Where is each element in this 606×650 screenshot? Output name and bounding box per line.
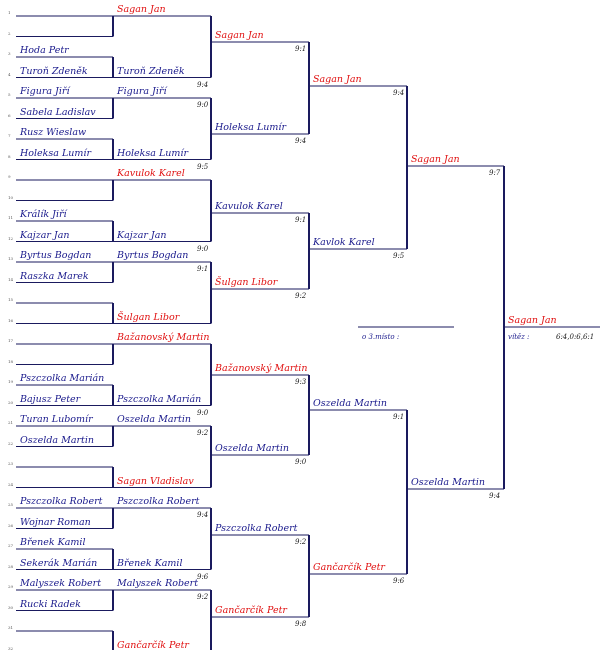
seed-number: 26 [8,522,14,528]
round3-winner-name: Sagan Jan [313,74,362,85]
round1-score: 9:2 [197,429,209,437]
seed-number: 30 [8,604,14,610]
round1-winner-name: Sagan Vladislav [117,475,194,487]
seed-number: 10 [8,194,14,200]
round3-score: 9:1 [393,413,405,421]
player-name: Sekerák Marián [20,557,98,569]
round1-winner-name: Šulgan Libor [117,311,180,323]
player-name: Oszelda Martin [20,434,95,446]
round2-winner-name: Gančarčík Petr [215,605,287,616]
round3-score: 9:4 [393,89,405,97]
seed-number: 24 [8,481,14,487]
round3-winner-name: Gančarčík Petr [313,562,385,573]
round1-winner-name: Gančarčík Petr [117,639,189,650]
champion-name: Sagan Jan [508,315,557,326]
semifinal-winner-name: Oszelda Martin [411,477,486,488]
player-name: Kajzar Jan [20,229,70,241]
seed-number: 21 [8,420,14,425]
round1-winner-name: Holeksa Lumír [117,147,188,159]
winner-label: vítěz : [508,333,530,341]
round3-score: 9:5 [393,252,405,260]
round2-winner-name: Bažanovský Martin [215,363,308,374]
seed-number: 29 [8,584,14,589]
seed-number: 16 [8,317,14,323]
round1-winner-name: Malyszek Robert [117,578,199,589]
seed-number: 11 [8,215,14,220]
round2-score: 9:1 [295,45,307,53]
round2-winner-name: Kavulok Karel [215,201,283,212]
round1-score: 9:4 [197,511,209,519]
round2-score: 9:1 [295,216,307,224]
player-name: Raszka Marek [20,270,89,282]
seed-number: 25 [8,502,14,507]
round1-winner-name: Oszelda Martin [117,414,192,425]
round2-score: 9:8 [295,620,307,628]
round1-winner-name: Bažanovský Martin [117,332,210,343]
seed-number: 19 [8,379,14,384]
player-name: Králík Jiří [20,209,67,220]
player-name: Figura Jiří [20,86,70,97]
seed-number: 31 [8,625,14,630]
round1-score: 9:0 [197,408,209,417]
player-name: Holeksa Lumír [20,147,91,159]
player-name: Rusz Wieslaw [20,127,87,138]
round1-winner-name: Kavulok Karel [117,168,185,179]
seed-number: 14 [8,276,14,282]
seed-number: 1 [8,10,11,15]
seed-number: 20 [8,399,14,405]
seed-number: 17 [8,338,14,343]
third-place-label: o 3.místo : [362,333,400,341]
player-name: Wojnar Roman [20,516,91,528]
round3-winner-name: Oszelda Martin [313,398,388,409]
seed-number: 7 [8,133,11,138]
round1-winner-name: Pszczolka Robert [117,496,200,507]
seed-number: 22 [8,440,14,446]
player-name: Bajusz Peter [20,393,81,405]
seed-number: 4 [8,71,11,77]
round1-winner-name: Kajzar Jan [117,229,167,241]
round2-winner-name: Sagan Jan [215,30,264,41]
player-name: Sabela Ladislav [20,106,96,118]
round2-score: 9:2 [295,292,307,300]
seed-number: 8 [8,153,11,159]
seed-number: 9 [8,174,11,179]
semifinal-score: 9:4 [489,492,501,500]
round1-score: 9:5 [197,162,209,171]
round1-score: 9:0 [197,101,209,109]
player-name: Pszczolka Marián [20,373,105,384]
round1-winner-name: Břenek Kamil [117,557,183,569]
seed-number: 6 [8,112,11,118]
seed-number: 13 [8,256,14,261]
seed-number: 2 [8,30,11,36]
round1-winner-name: Pszczolka Marián [117,393,202,405]
round1-winner-name: Turoň Zdeněk [117,65,185,77]
semifinal-winner-name: Sagan Jan [411,154,460,165]
seed-number: 5 [8,92,11,97]
player-name: Byrtus Bogdan [20,250,92,261]
round1-winner-name: Figura Jiří [117,86,167,97]
round1-winner-name: Byrtus Bogdan [117,250,189,261]
seed-number: 3 [8,51,11,56]
round2-winner-name: Pszczolka Robert [215,523,298,534]
round2-winner-name: Oszelda Martin [215,443,290,454]
seed-number: 28 [8,563,14,569]
round2-winner-name: Holeksa Lumír [215,122,286,133]
round3-winner-name: Kavlok Karel [313,237,375,248]
player-name: Hoda Petr [20,45,69,56]
player-name: Břenek Kamil [20,537,86,548]
seed-number: 12 [8,235,14,241]
round2-score: 9:2 [295,538,307,546]
round1-winner-name: Sagan Jan [117,4,166,15]
player-name: Turoň Zdeněk [20,65,88,77]
player-name: Pszczolka Robert [20,496,103,507]
round1-score: 9:0 [197,244,209,253]
round1-score: 9:6 [197,572,209,581]
player-name: Turan Lubomír [20,414,93,425]
seed-number: 15 [8,297,14,302]
round2-score: 9:0 [295,458,307,466]
round2-score: 9:4 [295,137,307,145]
round2-score: 9:3 [295,378,307,386]
player-name: Rucki Radek [20,598,81,610]
semifinal-score: 9:7 [489,169,501,177]
round1-score: 9:1 [197,265,209,273]
final-score: 6:4,0:6,6:1 [556,333,595,341]
seed-number: 27 [8,543,14,548]
player-name: Malyszek Robert [20,578,102,589]
round3-score: 9:6 [393,577,405,585]
seed-number: 18 [8,358,14,364]
seed-number: 32 [8,645,14,650]
round1-score: 9:4 [197,80,209,89]
round2-winner-name: Šulgan Libor [215,277,278,288]
seed-number: 23 [8,461,14,466]
round1-score: 9:2 [197,593,209,601]
